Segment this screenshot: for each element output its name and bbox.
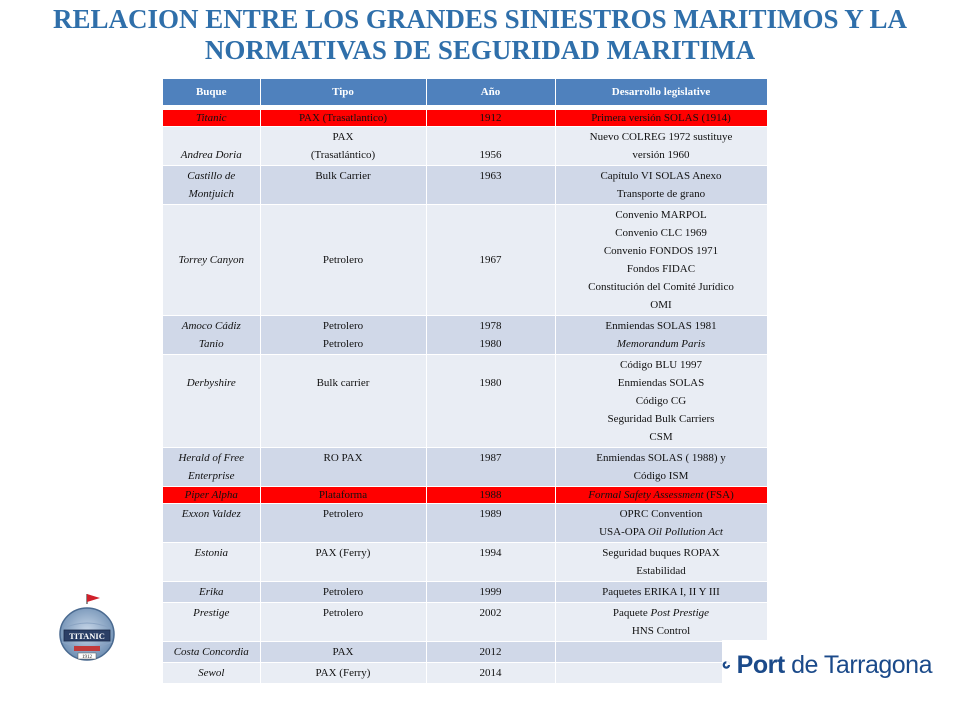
cell-buque: Torrey Canyon [163,205,260,316]
cell-ano: 1956 [426,127,555,166]
table-row [163,110,767,127]
table-row [163,642,767,663]
cell-tipo: PAX (Ferry) [260,663,426,684]
cell-ano: 1978 1980 [426,316,555,355]
table-header-row [163,79,767,105]
title-line-1: RELACION ENTRE LOS GRANDES SINIESTROS MARITIMOS Y LA [53,4,907,34]
cell-tipo: PAX [260,642,426,663]
cell-desarrollo: OPRC Convention USA-OPA Oil Pollution Act [555,504,767,543]
table-row [163,603,767,642]
cell-tipo: Bulk Carrier [260,166,426,205]
table-row [163,166,767,205]
port-symbol-icon [722,650,731,680]
cell-desarrollo: Capítulo VI SOLAS Anexo Transporte de grano [555,166,767,205]
table-row [163,355,767,448]
cell-ano: 1988 [426,487,555,504]
cell-desarrollo: Enmiendas SOLAS ( 1988) y Código ISM [555,448,767,487]
cell-desarrollo: Seguridad buques ROPAX Estabilidad [555,543,767,582]
cell-buque: Estonia [163,543,260,582]
cell-desarrollo: Formal Safety Assessment (FSA) [555,487,767,504]
table-row [163,504,767,543]
emblem-text: TITANIC [69,631,105,641]
cell-buque: Sewol [163,663,260,684]
cell-tipo: PAX (Ferry) [260,543,426,582]
table-row [163,205,767,316]
cell-ano: 1987 [426,448,555,487]
header-ano: Año [426,79,555,105]
cell-buque: Exxon Valdez [163,504,260,543]
cell-buque: Prestige [163,603,260,642]
header-tipo: Tipo [260,79,426,105]
table-row [163,127,767,166]
header-buque: Buque [163,79,260,105]
port-name: Port de Tarragona [736,650,932,679]
emblem-year: 1912 [82,655,92,660]
cell-desarrollo: Nuevo COLREG 1972 sustituye versión 1960 [555,127,767,166]
table-row [163,487,767,504]
cell-tipo: Petrolero Petrolero [260,316,426,355]
cell-ano: 1980 [426,355,555,448]
cell-ano: 1994 [426,543,555,582]
table-row [163,448,767,487]
cell-tipo: PAX (Trasatlantico) [260,110,426,127]
cell-tipo: Petrolero [260,582,426,603]
cell-buque: Herald of Free Enterprise [163,448,260,487]
title-line-2: NORMATIVAS DE SEGURIDAD MARITIMA [204,35,756,65]
slide-title [20,4,940,66]
cell-desarrollo: Convenio MARPOL Convenio CLC 1969 Convenio FONDOS 1971 Fondos FIDAC Constitución del Comité Jurídico OMI [555,205,767,316]
cell-buque: Erika [163,582,260,603]
cell-desarrollo: Código BLU 1997 Enmiendas SOLAS Código CG Seguridad Bulk Carriers CSM [555,355,767,448]
cell-buque: Amoco Cádiz Tanio [163,316,260,355]
table-row [163,543,767,582]
cell-ano: 2012 [426,642,555,663]
cell-buque: Derbyshire [163,355,260,448]
cell-tipo: Bulk carrier [260,355,426,448]
header-desarrollo: Desarrollo legislative [555,79,767,105]
cell-tipo: RO PAX [260,448,426,487]
cell-desarrollo: Primera versión SOLAS (1914) [555,110,767,127]
table-row [163,316,767,355]
cell-tipo: Petrolero [260,504,426,543]
cell-ano: 1999 [426,582,555,603]
cell-tipo: PAX (Trasatlántico) [260,127,426,166]
table-row [163,582,767,603]
cell-tipo: Petrolero [260,205,426,316]
cell-tipo: Petrolero [260,603,426,642]
port-de-tarragona-logo [722,640,932,690]
cell-desarrollo: Paquetes ERIKA I, II Y III [555,582,767,603]
cell-tipo: Plataforma [260,487,426,504]
cell-buque: Piper Alpha [163,487,260,504]
cell-buque: Titanic [163,110,260,127]
cell-buque: Costa Concordia [163,642,260,663]
cell-ano: 2014 [426,663,555,684]
cell-ano: 2002 [426,603,555,642]
cell-desarrollo: Enmiendas SOLAS 1981 Memorandum Paris [555,316,767,355]
cell-ano: 1989 [426,504,555,543]
table-row [163,663,767,684]
cell-buque: Andrea Doria [163,127,260,166]
cell-desarrollo: Paquete Post Prestige HNS Control [555,603,767,642]
cell-ano: 1912 [426,110,555,127]
incidents-table [163,79,768,684]
cell-ano: 1967 [426,205,555,316]
cell-buque: Castillo de Montjuich [163,166,260,205]
pennant-flag-icon [87,594,100,602]
titanic-emblem-logo [50,590,125,670]
cell-ano: 1963 [426,166,555,205]
